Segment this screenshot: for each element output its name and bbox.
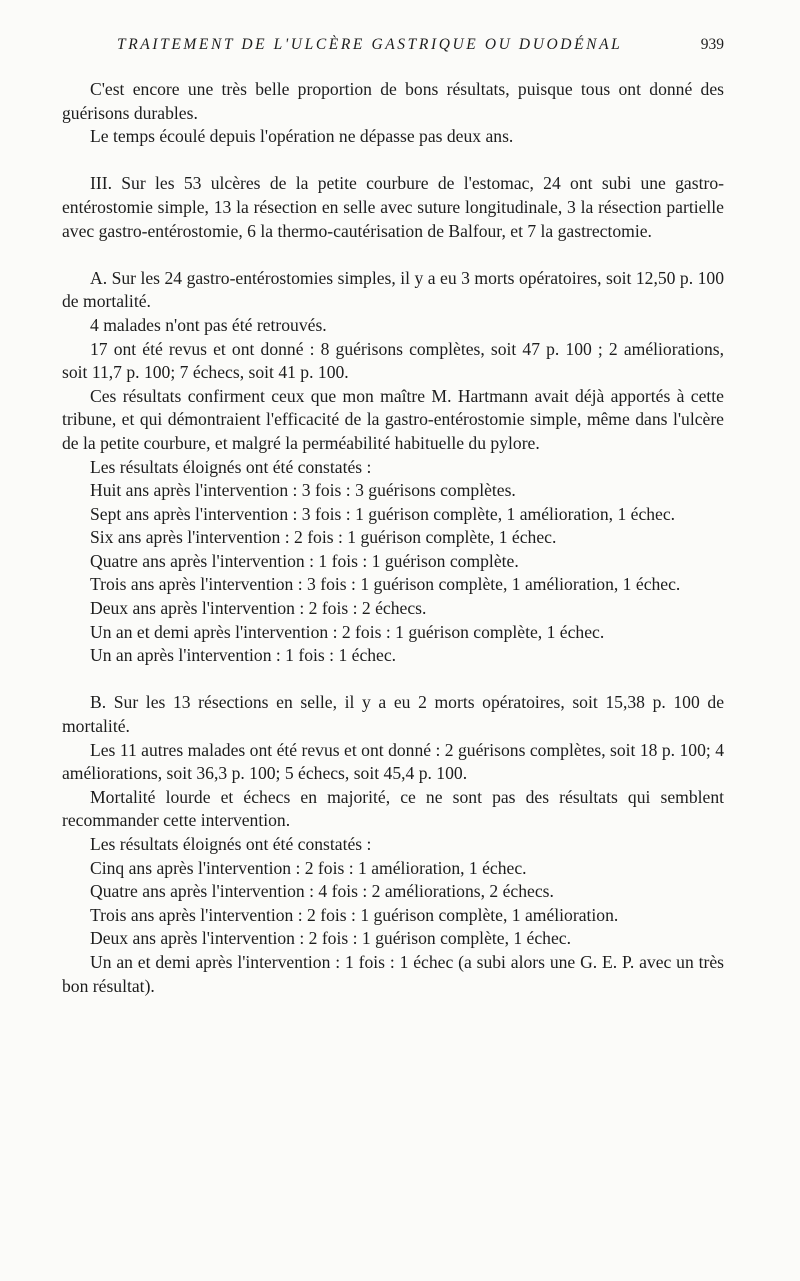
- paragraph: A. Sur les 24 gastro-entérostomies simples, il y a eu 3 morts opératoires, soit 12,50 p. 100 de mortalité.: [62, 267, 724, 312]
- page-number: 939: [700, 36, 724, 53]
- paragraph: Les résultats éloignés ont été constatés :: [90, 456, 372, 477]
- paragraph: Trois ans après l'intervention : 3 fois : 1 guérison complète, 1 amélioration, 1 échec.: [90, 574, 681, 595]
- paragraph: 4 malades n'ont pas été retrouvés.: [90, 314, 327, 335]
- paragraph: Un an et demi après l'intervention : 1 fois : 1 échec (a subi alors une G. E. P. avec un très bon résultat).: [62, 951, 724, 996]
- paragraph: Deux ans après l'intervention : 2 fois : 2 échecs.: [90, 598, 427, 619]
- paragraph: Six ans après l'intervention : 2 fois : 1 guérison complète, 1 échec.: [90, 527, 557, 548]
- paragraph: B. Sur les 13 résections en selle, il y a eu 2 morts opératoires, soit 15,38 p. 100 de mortalité.: [62, 692, 724, 737]
- paragraph: Quatre ans après l'intervention : 1 fois : 1 guérison complète.: [90, 550, 519, 571]
- paragraph: Un an et demi après l'intervention : 2 fois : 1 guérison complète, 1 échec.: [90, 621, 605, 642]
- paragraph: Quatre ans après l'intervention : 4 fois : 2 améliorations, 2 échecs.: [90, 881, 554, 902]
- body-text: [62, 78, 724, 998]
- paragraph: Les résultats éloignés ont été constatés :: [90, 834, 372, 854]
- paragraph: Cinq ans après l'intervention : 2 fois : 1 amélioration, 1 échec.: [90, 857, 527, 878]
- paragraph: Les 11 autres malades ont été revus et ont donné : 2 guérisons complètes, soit 18 p. 100; 4 améliorations, soit 36,3 p. 100; 5 échecs, soit 45,4 p. 100.: [62, 739, 724, 784]
- running-title: TRAITEMENT DE L'ULCÈRE GASTRIQUE OU DUODÉNAL: [117, 36, 623, 53]
- paragraph: Huit ans après l'intervention : 3 fois : 3 guérisons complètes.: [90, 480, 516, 501]
- paragraph: Ces résultats confirment ceux que mon maître M. Hartmann avait déjà apportés à cette tribune, et qui démontraient l'efficacité de la gastro-entérostomie simple, même dans l'ulcère de la petite courbure, et malgré la perméabilité habituelle du pylore.: [62, 385, 724, 453]
- paragraph: Le temps écoulé depuis l'opération ne dépasse pas deux ans.: [90, 126, 514, 147]
- paragraph: Deux ans après l'intervention : 2 fois : 1 guérison complète, 1 échec.: [90, 928, 571, 949]
- paragraph: III. Sur les 53 ulcères de la petite courbure de l'estomac, 24 ont subi une gastro-entérostomie simple, 13 la résection en selle avec suture longitudinale, 3 la résection partielle avec gastro-entérostomie, 6 la thermo-cautérisation de Balfour, et 7 la gastrectomie.: [62, 173, 724, 241]
- paragraph: Un an après l'intervention : 1 fois : 1 échec.: [90, 645, 397, 666]
- paragraph: Sept ans après l'intervention : 3 fois : 1 guérison complète, 1 amélioration, 1 échec.: [90, 503, 676, 524]
- page-header: [62, 36, 724, 58]
- paragraph: 17 ont été revus et ont donné : 8 guérisons complètes, soit 47 p. 100 ; 2 améliorations, soit 11,7 p. 100; 7 échecs, soit 41 p. 100.: [62, 338, 724, 383]
- paragraph: Mortalité lourde et échecs en majorité, ce ne sont pas des résultats qui semblent recommander cette intervention.: [62, 786, 724, 831]
- paragraph: Trois ans après l'intervention : 2 fois : 1 guérison complète, 1 amélioration.: [90, 904, 619, 925]
- paragraph: C'est encore une très belle proportion de bons résultats, puisque tous ont donné des guérisons durables.: [62, 79, 724, 123]
